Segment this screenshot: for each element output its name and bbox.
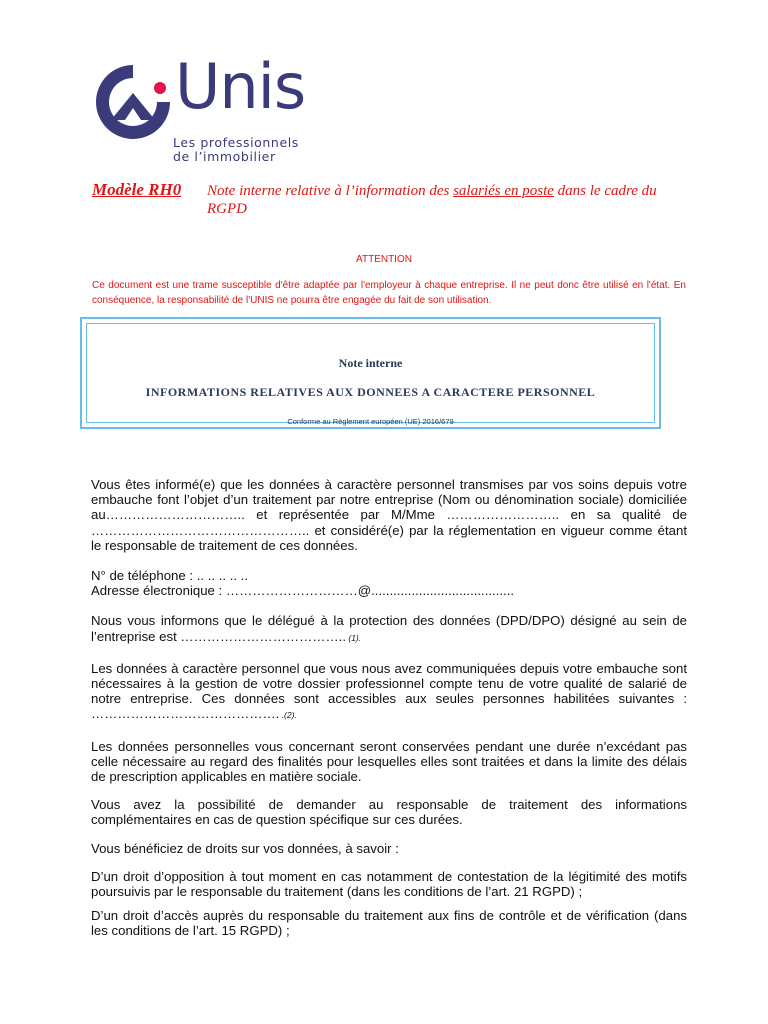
unis-logo-mark-icon xyxy=(93,62,173,142)
model-desc-before: Note interne relative à l’information des xyxy=(207,183,454,199)
model-desc-after: dans le cadre du RGPD xyxy=(207,183,657,217)
paragraph-dpo xyxy=(91,613,687,645)
paragraph-access xyxy=(91,661,687,724)
paragraph-access-text: Les données à caractère personnel que vous nous avez communiquées depuis votre embauche sont nécessaires à la gestion de votre dossier professionnel compte tenu de votre qualité de salarié de notre entreprise. Ces données sont accessibles aux seules personnes habilitées suivantes : ……………………………………. xyxy=(91,660,687,722)
phone-line: N° de téléphone : .. .. .. .. .. xyxy=(91,568,249,584)
paragraph-right-opposition: D’un droit d’opposition à tout moment en cas notamment de contestation de la légitimité des motifs poursuivis par le responsable du traitement (dans les conditions de l’art. 21 RGPD) ; xyxy=(91,868,687,900)
logo-tagline-line1: Les professionnels xyxy=(173,135,299,150)
document-body xyxy=(91,477,687,939)
model-description xyxy=(207,182,677,218)
paragraph-retention: Les données personnelles vous concernant seront conservées pendant une durée n’excédant pas celle nécessaire au regard des finalités pour lesquelles elles sont traitées et dans la limite des délais de prescription applicables en matière sociale. xyxy=(91,738,687,785)
notice-box-inner xyxy=(86,323,655,426)
footnote-ref-2: .(2). xyxy=(279,710,297,721)
logo-wordmark: Unis xyxy=(175,50,306,123)
footnote-ref-1: (1). xyxy=(346,632,362,643)
paragraph-rights-intro: Vous bénéficiez de droits sur vos données, à savoir : xyxy=(91,840,399,856)
notice-title: Note interne xyxy=(338,356,403,370)
logo-tagline-line2: de l’immobilier xyxy=(173,149,276,164)
paragraph-dpo-text: Nous vous informons que le délégué à la protection des données (DPD/DPO) désigné au sein de l’entreprise est ……………………………….. xyxy=(91,613,687,644)
notice-box xyxy=(80,317,661,429)
model-desc-underlined: salariés en poste xyxy=(453,183,554,199)
paragraph-controller: Vous êtes informé(e) que les données à caractère personnel transmises par vos soins depuis votre embauche font l’objet d’un traitement par notre entreprise (Nom ou dénomination sociale) domiciliée au………………………….. et représentée par M/Mme …………………….. en sa qualité de ………………………………………….. et considéré(e) par la réglementation en vigueur comme étant le responsable de traitement de ces données. xyxy=(91,477,687,553)
unis-logo xyxy=(93,50,333,164)
paragraph-right-access: D’un droit d’accès auprès du responsable du traitement aux fins de contrôle et de vérification (dans les conditions de l’art. 15 RGPD) ; xyxy=(91,908,687,939)
logo-tagline xyxy=(173,136,299,164)
notice-heading: INFORMATIONS RELATIVES AUX DONNEES A CARACTERE PERSONNEL xyxy=(145,385,596,399)
email-line: Adresse électronique : …………………………@....................................... xyxy=(91,583,515,599)
notice-subtitle: Conforme au Règlement européen (UE) 2016/679 xyxy=(287,417,454,426)
paragraph-info-request: Vous avez la possibilité de demander au responsable de traitement des informations complémentaires en cas de question spécifique sur ces durées. xyxy=(91,797,687,828)
attention-label: ATTENTION xyxy=(356,254,412,265)
model-name: Modèle RH0 xyxy=(92,180,182,199)
disclaimer-text: Ce document est une trame susceptible d'être adaptée par l'employeur à chaque entreprise. Il ne peut donc être utilisé en l'état. En conséquence, la responsabilité de l'UNIS ne pourra être engagée du fait de son utilisation. xyxy=(92,280,686,306)
